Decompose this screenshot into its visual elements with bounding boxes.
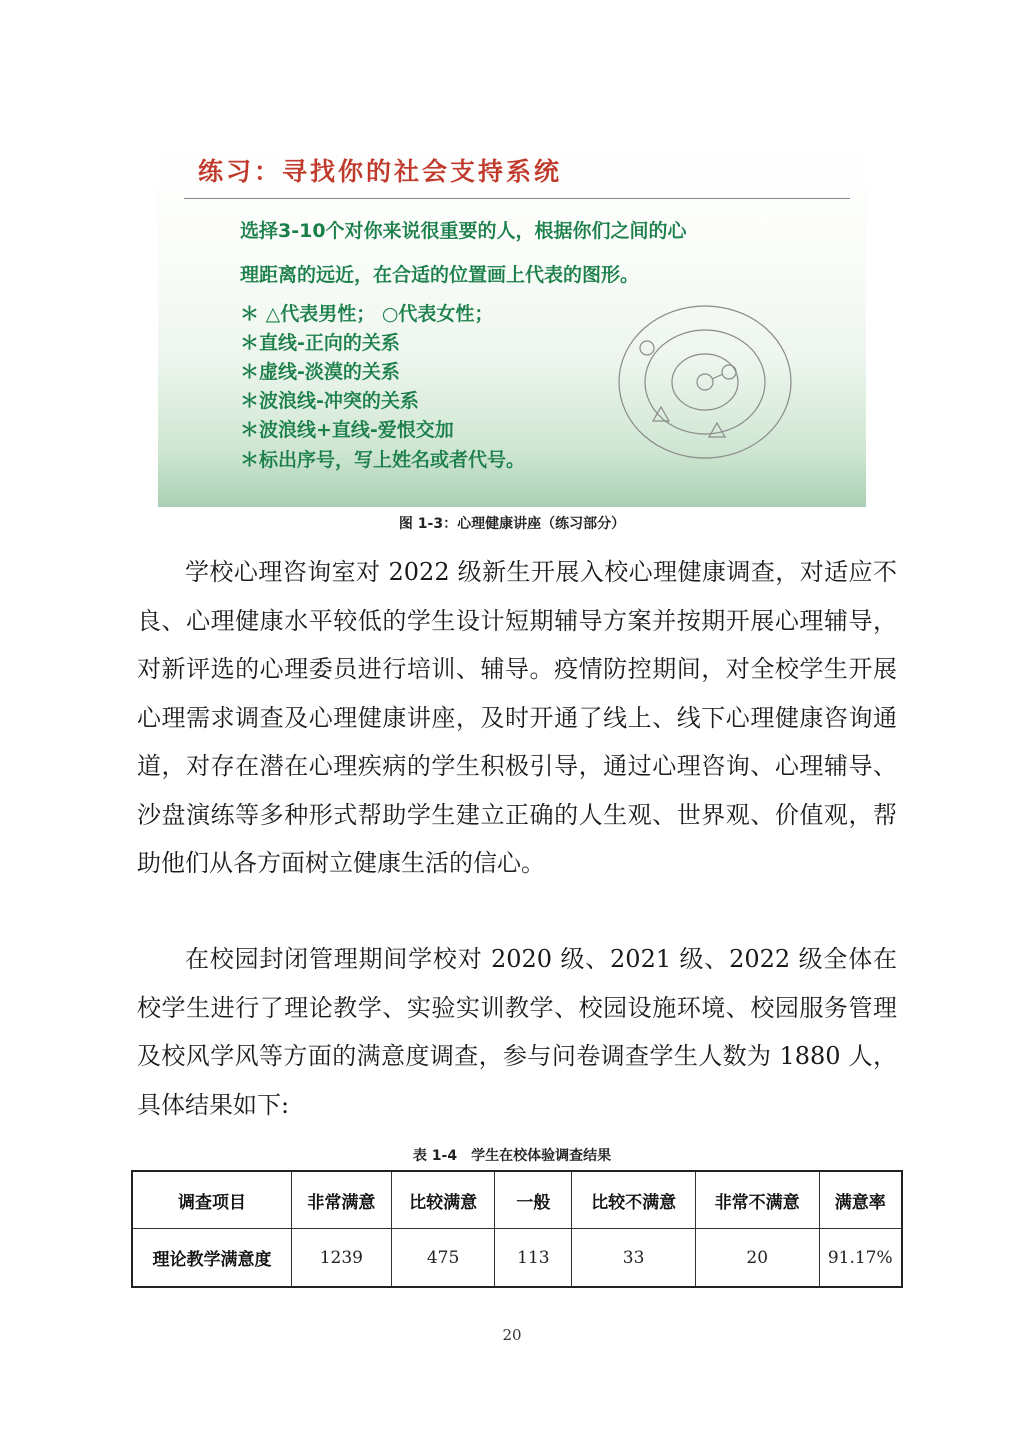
- body-paragraph: 学校心理咨询室对 2022 级新生开展入校心理健康调查，对适应不良、心理健康水平较低的学生设计短期辅导方案并按期开展心理辅导，对新评选的心理委员进行培训、辅导。疫情防控期间，对全校学生开展心理需求调查及心理健康讲座，及时开通了线上、线下心理健康咨询通道，对存在潜在心理疾病的学生积极引导，通过心理咨询、心理辅导、沙盘演练等多种形式帮助学生建立正确的人生观、世界观、价值观，帮助他们从各方面树立健康生活的信心。: [137, 558, 897, 877]
- body-paragraph: 在校园封闭管理期间学校对 2020 级、2021 级、2022 级全体在校学生进行了理论教学、实验实训教学、校园设施环境、校园服务管理及校风学风等方面的满意度调查，参与问卷调查学生人数为 1880 人，具体结果如下:: [137, 945, 897, 1119]
- slide-divider: [184, 198, 850, 199]
- slide-line-7: ＊波浪线+直线-爱恨交加: [240, 419, 454, 441]
- figure-caption: 图 1-3：心理健康讲座（练习部分）: [398, 516, 626, 532]
- male-triangle-icon: [653, 407, 669, 421]
- figure-slide: [158, 132, 866, 507]
- page-number: 20: [502, 1326, 522, 1344]
- table-row: [132, 1229, 902, 1288]
- table-header-cell: 满意率: [819, 1171, 902, 1229]
- self-circle-icon: [697, 374, 713, 390]
- table-header-cell: 非常满意: [291, 1171, 391, 1229]
- slide-line-8: ＊标出序号，写上姓名或者代号。: [240, 449, 526, 471]
- table-header-cell: 比较满意: [391, 1171, 495, 1229]
- survey-results-table: [131, 1170, 903, 1288]
- table-cell: 20: [695, 1229, 819, 1288]
- table-cell: 475: [391, 1229, 495, 1288]
- table-title: 表 1-4 学生在校体验调查结果: [412, 1148, 612, 1164]
- slide-line-5: ＊虚线-淡漠的关系: [240, 361, 400, 383]
- slide-line-3: ＊ △代表男性； ○代表女性；: [240, 303, 494, 325]
- female-circle-icon: [640, 341, 654, 355]
- table-header-cell: 比较不满意: [572, 1171, 696, 1229]
- inner-circle: [672, 354, 738, 410]
- table-header-cell: 一般: [495, 1171, 572, 1229]
- female-circle-icon: [722, 365, 736, 379]
- table-cell: 理论教学满意度: [132, 1229, 291, 1288]
- concentric-circles-diagram: [613, 302, 793, 462]
- table-header-cell: 调查项目: [132, 1171, 291, 1229]
- relation-line: [712, 374, 723, 379]
- slide-line-6: ＊波浪线-冲突的关系: [240, 390, 419, 412]
- male-triangle-icon: [709, 423, 725, 437]
- table-header-cell: 非常不满意: [695, 1171, 819, 1229]
- table-cell: 91.17%: [819, 1229, 902, 1288]
- slide-line-2: 理距离的远近，在合适的位置画上代表的图形。: [240, 264, 640, 286]
- slide-line-1: 选择3-10个对你来说很重要的人，根据你们之间的心: [240, 220, 687, 242]
- slide-title: 练习：寻找你的社会支持系统: [198, 157, 563, 186]
- table-cell: 1239: [291, 1229, 391, 1288]
- table-cell: 33: [572, 1229, 696, 1288]
- middle-circle: [645, 330, 765, 434]
- table-cell: 113: [495, 1229, 572, 1288]
- slide-line-4: ＊直线-正向的关系: [240, 332, 400, 354]
- table-header-row: [132, 1171, 902, 1229]
